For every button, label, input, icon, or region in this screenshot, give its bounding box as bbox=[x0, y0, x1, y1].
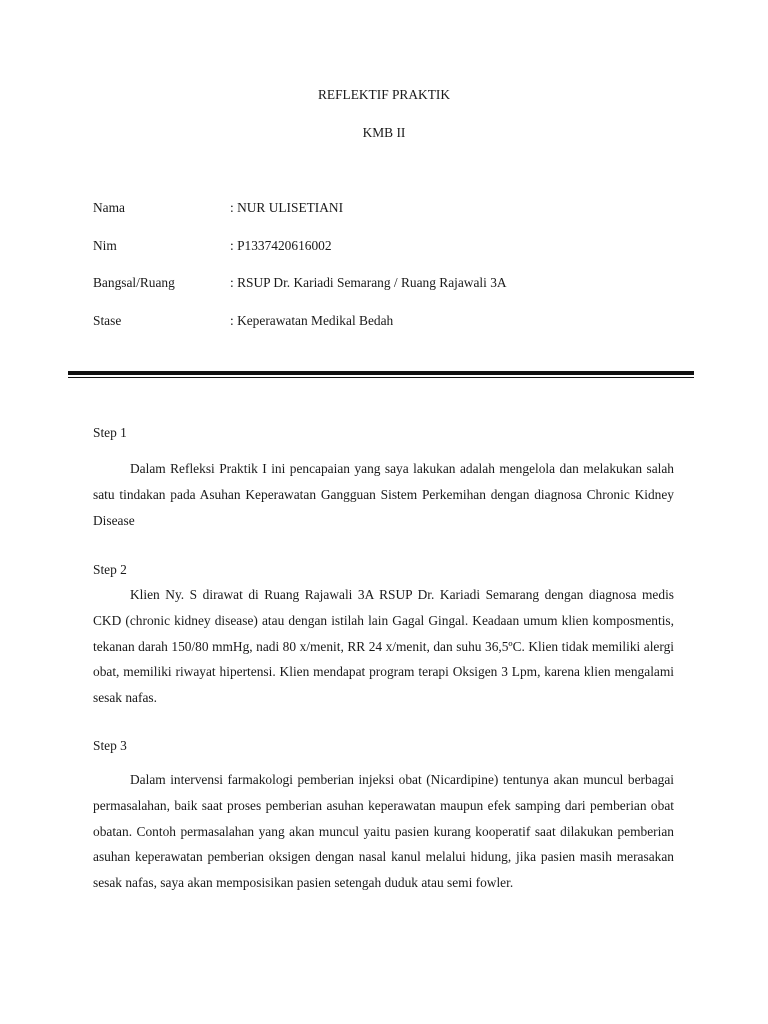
document-subtitle: KMB II bbox=[362, 125, 406, 140]
divider-thick bbox=[68, 371, 694, 375]
info-value-stase: : Keperawatan Medikal Bedah bbox=[230, 313, 394, 328]
info-value-nim: : P1337420616002 bbox=[230, 238, 332, 253]
info-label-nim: Nim bbox=[93, 238, 117, 253]
step-2-heading: Step 2 bbox=[93, 562, 127, 577]
info-label-bangsal: Bangsal/Ruang bbox=[93, 275, 175, 290]
info-value-nama: : NUR ULISETIANI bbox=[230, 200, 344, 215]
step-3-paragraph: Dalam intervensi farmakologi pemberian injeksi obat (Nicardipine) tentunya akan muncul berbagai permasalahan, baik saat proses pemberian asuhan keperawatan maupun efek samping dari pemberian obat obatan. Contoh permasalahan yang akan muncul yaitu pasien kurang kooperatif saat dilakukan pemberian asuhan keperawatan pemberian oksigen dengan nasal kanul melalui hidung, jika pasien masih merasakan sesak nafas, saya akan memposisikan pasien setengah duduk atau semi fowler. bbox=[93, 772, 674, 891]
info-label-stase: Stase bbox=[93, 313, 122, 328]
step-2-paragraph: Klien Ny. S dirawat di Ruang Rajawali 3A RSUP Dr. Kariadi Semarang dengan diagnosa medis CKD (chronic kidney disease) atau dengan istilah lain Gagal Gingal. Keadaan umum klien komposmentis, tekanan darah 150/80 mmHg, nadi 80 x/menit, RR 24 x/menit, dan suhu 36,5ºC. Klien tidak memiliki alergi obat, memiliki riwayat hipertensi. Klien mendapat program terapi Oksigen 3 Lpm, karena klien mengalami sesak nafas. bbox=[93, 587, 674, 706]
info-label-nama: Nama bbox=[93, 200, 125, 215]
info-value-bangsal: : RSUP Dr. Kariadi Semarang / Ruang Rajawali 3A bbox=[230, 275, 507, 290]
divider-thin bbox=[68, 377, 694, 378]
document-title: REFLEKTIF PRAKTIK bbox=[317, 87, 451, 102]
step-1-heading: Step 1 bbox=[93, 425, 127, 440]
step-3-heading: Step 3 bbox=[93, 738, 127, 753]
step-1-paragraph: Dalam Refleksi Praktik I ini pencapaian yang saya lakukan adalah mengelola dan melakukan salah satu tindakan pada Asuhan Keperawatan Gangguan Sistem Perkemihan dengan diagnosa Chronic Kidney Disease bbox=[93, 461, 674, 528]
